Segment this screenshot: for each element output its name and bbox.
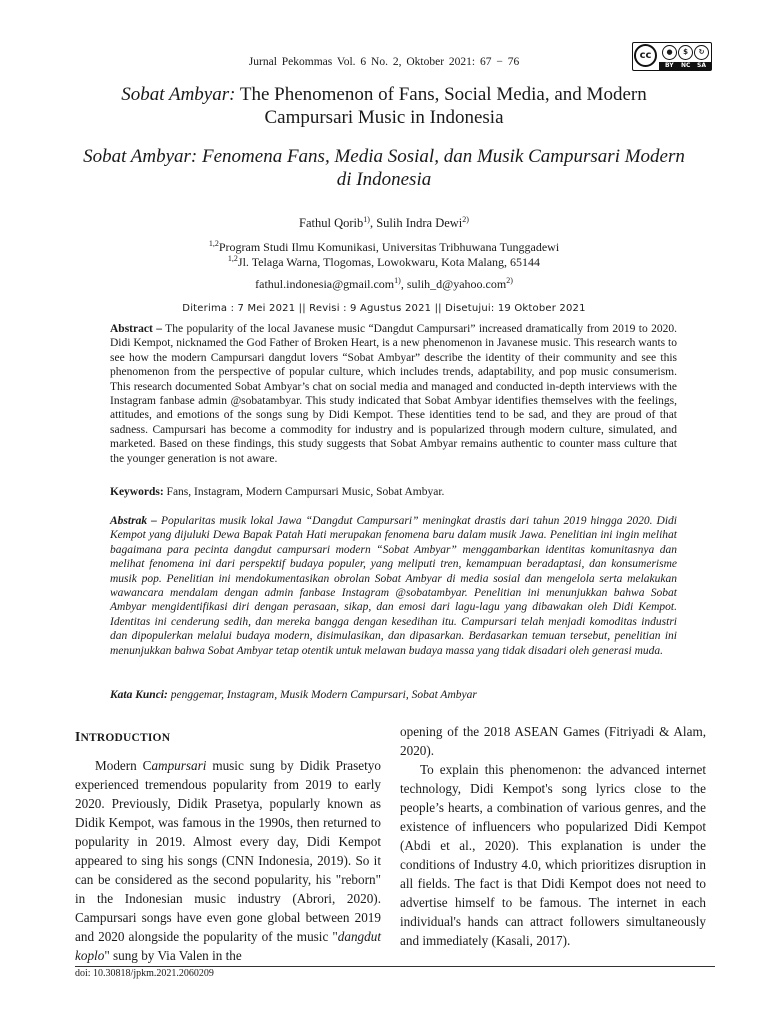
affiliation-line-2 xyxy=(0,254,768,270)
affil-text-2: Jl. Telaga Warna, Tlogomas, Lowokwaru, Kota Malang, 65144 xyxy=(237,255,541,269)
introduction-heading xyxy=(75,727,381,748)
intro-paragraph-2: To explain this phenomenon: the advanced internet technology, Didi Kempot's song lyrics close to the people’s hearts, a combination of various genres, and the existence of influencers who popularized Didi Kempot (Abdi et al., 2020). This explanation is under the conditions of Industry 4.0, which prioritizes disruption in all fields. The fact is that Didi Kempot does not need to advertise himself to be famous. The internet in each individual's hands can attract followers simultaneously and immediately (Kasali, 2017). xyxy=(400,762,706,948)
author-2: Sulih Indra Dewi xyxy=(376,216,463,231)
abstract-en-text: The popularity of the local Javanese music “Dangdut Campursari” increased dramatically from 2019 to 2020. Didi Kempot, nicknamed the God Father of Broken Heart, is a new phenomenon in Javanese music. This research wants to see how the modern Campursari dangdut lovers “Sobat Ambyar” describe the identity of their community and see this phenomenon from the perspective of popular culture, which includes trends, adaptability, and pop music consumerism. This research documented Sobat Ambyar’s chat on social media and managed and conducted in-depth interviews with the Instagram fanbase admin @sobatambyar. This study indicated that Sobat Ambyar identifies themselves with the feelings, attitudes, and emotions of the songs sung by Didi Kempot. These identities tend to be sad, and they are proud of that sadness. Campursari has become a commodity for industry and is popularized through modern culture, simulated, and marketed. Based on these findings, this study suggests that Sobat Ambyar remains authentic to counter mass culture that the younger generation is not aware. xyxy=(110,323,677,465)
intro-paragraph-1 xyxy=(75,756,381,965)
paper-subtitle: Sobat Ambyar: Fenomena Fans, Media Sosial, dan Musik Campursari Modern di Indonesia xyxy=(83,146,685,190)
email-separator: , xyxy=(400,277,407,291)
abstract-en-label: Abstract – xyxy=(110,323,162,335)
p1-a: Modern C xyxy=(95,758,152,773)
affiliation-line-1 xyxy=(0,239,768,255)
title-italic: Sobat Ambyar: xyxy=(121,84,236,105)
author-1: Fathul Qorib xyxy=(299,216,364,231)
cc-license-badge xyxy=(632,42,712,71)
journal-header: Jurnal Pekommas Vol. 6 No. 2, Oktober 2021: 67 − 76 xyxy=(248,56,520,68)
keywords-en xyxy=(110,485,677,499)
heading-cap: I xyxy=(75,729,81,744)
email-1-sup: 1) xyxy=(394,276,401,285)
email-1[interactable]: fathul.indonesia@gmail.com xyxy=(255,277,395,291)
by-icon: ● xyxy=(662,45,677,60)
affil-sup-1: 1,2 xyxy=(208,239,219,248)
submission-dates: Diterima : 7 Mei 2021 || Revisi : 9 Agustus 2021 || Disetujui: 19 Oktober 2021 xyxy=(182,303,586,314)
email-2-sup: 2) xyxy=(506,276,513,285)
p1-d: dangdut koplo xyxy=(75,929,381,963)
license-nc-label: NC xyxy=(681,62,691,69)
abstract-id xyxy=(110,514,677,658)
doi[interactable]: doi: 10.30818/jpkm.2021.2060209 xyxy=(75,968,214,979)
keywords-en-text: Fans, Instagram, Modern Campursari Music, Sobat Ambyar. xyxy=(163,486,445,498)
cc-icon: cc xyxy=(634,44,657,67)
author-separator: , xyxy=(369,216,377,231)
p1-c: music sung by Didik Prasetyo experienced tremendous popularity from 2019 to early 2020. Previously, Didik Prasetya, popularly known as Didik Kempot, was famous in the 1990s, then returned to popularity in 2019. Almost every day, Didi Kempot appeared to sing his songs (CNN Indonesia, 2019). So it can be considered as the second popularity, his "reborn" in the Indonesian music industry (Abrori, 2020). Campursari songs have even gone global between 2019 and 2020 alongside the popularity of the music " xyxy=(75,758,381,944)
license-sa-label: SA xyxy=(697,62,706,69)
license-by-label: BY xyxy=(665,62,674,69)
keywords-en-label: Keywords: xyxy=(110,486,164,498)
sa-icon: ↻ xyxy=(694,45,709,60)
author-1-sup: 1) xyxy=(363,215,370,224)
nc-icon: $ xyxy=(678,45,693,60)
column-left xyxy=(75,727,381,965)
authors xyxy=(0,215,768,231)
email-2[interactable]: sulih_d@yahoo.com xyxy=(406,277,507,291)
p1-e: " sung by Via Valen in the xyxy=(104,948,242,963)
affil-sup-2: 1,2 xyxy=(227,254,238,263)
p1-b: ampursari xyxy=(151,758,207,773)
keywords-id-text: penggemar, Instagram, Musik Modern Campursari, Sobat Ambyar xyxy=(167,689,477,701)
affiliation-emails xyxy=(0,276,768,292)
abstract-en xyxy=(110,322,677,466)
footer-rule xyxy=(75,966,715,967)
author-2-sup: 2) xyxy=(462,215,469,224)
abstract-id-text: Popularitas musik lokal Jawa “Dangdut Campursari” meningkat drastis dari tahun 2019 hingga 2020. Didi Kempot yang dijuluki Dewa Bapak Patah Hati merupakan fenomena baru dalam musik Jawa. Penelitian ini ingin melihat bagaimana para pecinta dangdut campursari modern “Sobat Ambyar” menggambarkan identitas komunitasnya dan melihat fenomena ini dari perspektif budaya populer, yang meliputi tren, kemampuan beradaptasi, dan konsumerisme musik pop. Penelitian ini mendokumentasikan obrolan Sobat Ambyar di media sosial dan mengelola serta melakukan wawancara mendalam dengan admin fanbase Instagram @sobatambyar. Penelitian ini menunjukkan bahwa Sobat Ambyar mengidentifikasi diri dengan perasaan, sikap, dan emosi dari lagu-lagu yang dibawakan oleh Didi Kempot. Identitas ini cenderung sedih, dan mereka bangga dengan kesedihan itu. Campursari telah menjadi komoditas industri dan dipopulerkan melalui budaya modern, disimulasikan, dan dipasarkan. Berdasarkan temuan tersebut, penelitian ini menunjukkan bahwa Sobat Ambyar tetap otentik untuk melawan budaya massa yang tidak disadari oleh generasi muda. xyxy=(110,515,677,657)
intro-paragraph-1-cont: opening of the 2018 ASEAN Games (Fitriyadi & Alam, 2020). xyxy=(400,724,706,758)
keywords-id xyxy=(110,688,677,702)
paper-title xyxy=(80,83,688,129)
affil-text-1: Program Studi Ilmu Komunikasi, Universitas Tribhuwana Tunggadewi xyxy=(218,240,560,254)
abstract-id-label: Abstrak – xyxy=(110,515,157,527)
keywords-id-label: Kata Kunci: xyxy=(110,689,168,701)
title-rest: The Phenomenon of Fans, Social Media, and Modern Campursari Music in Indonesia xyxy=(235,84,647,128)
heading-rest: NTRODUCTION xyxy=(80,732,171,744)
column-right xyxy=(400,722,706,950)
